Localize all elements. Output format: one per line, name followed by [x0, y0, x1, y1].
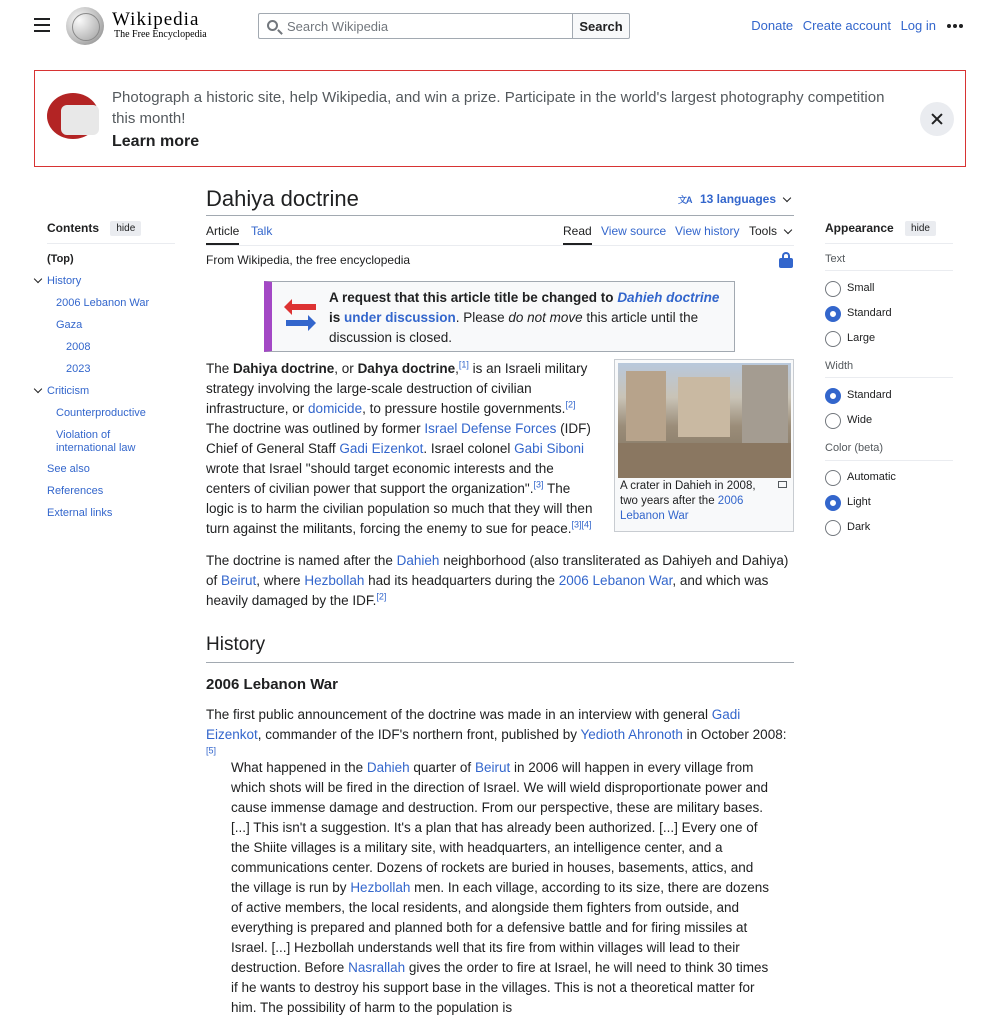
page-title: Dahiya doctrine — [206, 186, 359, 211]
text-small-radio[interactable] — [825, 281, 841, 297]
crater-photo[interactable] — [618, 363, 791, 478]
table-of-contents — [47, 221, 175, 519]
tools-label: Tools — [749, 224, 778, 238]
divider — [825, 270, 953, 271]
divider — [825, 243, 953, 244]
appearance-hide-button[interactable]: hide — [905, 221, 936, 236]
chevron-down-icon[interactable] — [34, 385, 42, 393]
toc-item-2023[interactable]: 2023 — [66, 363, 91, 375]
tab-talk[interactable]: Talk — [251, 224, 273, 238]
toc-item-counterproductive[interactable]: Counterproductive — [56, 407, 146, 419]
figure-caption: A crater in Dahieh in 2008, two years after the 2006 Lebanon War — [620, 480, 756, 522]
tab-read[interactable]: Read — [563, 224, 592, 245]
toc-item-references[interactable]: References — [47, 485, 104, 497]
toc-item-violation-of-international-law[interactable]: Violation of international law — [56, 429, 136, 454]
divider — [206, 215, 794, 216]
color-automatic-radio[interactable] — [825, 470, 841, 486]
paragraph: The doctrine is named after the Dahieh neighborhood (also transliterated as Dahiyeh and Dahiya) of Beirut, where Hezbollah had its headquarters during the 2006 Lebanon War, and which was heavily damaged by the IDF.[2] — [206, 553, 789, 608]
chevron-down-icon — [784, 226, 792, 234]
chevron-down-icon — [783, 194, 791, 202]
tab-article[interactable]: Article — [206, 224, 239, 245]
text-standard-label[interactable]: Standard — [847, 307, 892, 319]
color-light-label[interactable]: Light — [847, 496, 871, 508]
width-wide-radio[interactable] — [825, 413, 841, 429]
toc-item-see-also[interactable]: See also — [47, 463, 90, 475]
move-arrows-icon — [286, 300, 316, 332]
more-options-icon[interactable] — [947, 24, 963, 28]
color-automatic-label[interactable]: Automatic — [847, 471, 896, 483]
search-button[interactable]: Search — [572, 13, 630, 39]
color-dark-label[interactable]: Dark — [847, 521, 871, 533]
width-wide-label[interactable]: Wide — [847, 414, 873, 426]
divider — [206, 245, 794, 246]
search-input[interactable] — [287, 18, 567, 34]
section-heading-2006-lebanon-war: 2006 Lebanon War — [206, 676, 338, 693]
toc-item-2006-lebanon-war[interactable]: 2006 Lebanon War — [56, 297, 150, 309]
toc-item-history[interactable]: History — [47, 275, 82, 287]
toc-item-gaza[interactable]: Gaza — [56, 319, 83, 331]
wikipedia-globe-logo[interactable] — [66, 7, 104, 45]
notice-rest-2: this article until the discussion is closed. — [329, 310, 699, 345]
banner-learn-more-link[interactable]: Learn more — [112, 133, 200, 150]
enlarge-icon[interactable] — [778, 481, 787, 488]
divider — [206, 662, 794, 663]
user-links — [745, 18, 936, 33]
blockquote: What happened in the Dahieh quarter of Beirut in 2006 will happen in every village from which shots will be fired in the direction of Israel. We will wield disproportionate power and cause immense damage and destruction. From our perspective, these are military bases. [...] This isn't a suggestion. It's a plan that has already been authorized. [...] Every one of the Shiite villages is a military site, with headquarters, an intelligence center, and a communications center. Dozens of rockets are buried in houses, basements, attics, and the village is run by Hezbollah men. In each village, according to its size, there are dozens of active members, the local residents, and alongside them fighters from outside, and everything is prepared and planned both for a defensive battle and for firing missiles at Israel. [...] Hezbollah understands well that its fire from within villages will lead to their destruction. Before Nasrallah gives the order to fire at Israel, he will need to think 30 times if he wants to destroy his support base in the villages. This is not a theoretical matter for him. The possibility of harm to the population is — [231, 760, 770, 1015]
site-sub: From Wikipedia, the free encyclopedia — [206, 253, 411, 267]
lock-icon[interactable] — [779, 252, 793, 268]
divider — [825, 377, 953, 378]
color-label: Color (beta) — [825, 442, 884, 454]
main-menu-icon[interactable] — [34, 18, 50, 32]
language-button[interactable] — [678, 192, 790, 207]
create-account-link[interactable]: Create account — [802, 18, 891, 33]
close-icon[interactable] — [920, 102, 954, 136]
donate-link[interactable]: Donate — [751, 18, 794, 33]
search-box — [258, 13, 574, 39]
notice-text — [329, 288, 733, 348]
width-label: Width — [825, 360, 854, 372]
toc-heading: Contents — [47, 221, 99, 235]
wikipedia-tagline: The Free Encyclopedia — [114, 29, 207, 40]
lead-paragraph: The Dahiya doctrine, or Dahya doctrine,[1] is an Israeli military strategy involving the large-scale destruction of civilian infrastructure, or domicide, to pressure hostile governments.[2] The doctrine was outlined by former Israel Defense Forces (IDF) Chief of General Staff Gadi Eizenkot. Israel colonel Gabi Siboni wrote that Israel "should target economic interests and the centers of civilian power that support the organization".[3] The logic is to harm the civilian population so much that they will then turn against the militants, forcing the enemy to sue for peace.[3][4] — [206, 359, 593, 536]
text-small-label[interactable]: Small — [847, 282, 875, 294]
divider — [47, 243, 175, 244]
section-heading-history: History — [206, 634, 266, 655]
notice-title-link[interactable]: Dahieh doctrine — [617, 290, 720, 305]
toc-item-external-links[interactable]: External links — [47, 507, 113, 519]
chevron-down-icon[interactable] — [34, 275, 42, 283]
color-dark-radio[interactable] — [825, 520, 841, 536]
appearance-panel — [825, 221, 953, 236]
text-size-label: Text — [825, 253, 846, 265]
wikipedia-wordmark[interactable]: Wikipedia — [112, 9, 200, 30]
notice-bold: A request that this article title be changed to — [329, 290, 618, 305]
toc-item-top[interactable]: (Top) — [47, 253, 74, 265]
toc-item-criticism[interactable]: Criticism — [47, 385, 90, 397]
width-standard-label[interactable]: Standard — [847, 389, 892, 401]
search-icon — [267, 20, 278, 31]
language-icon — [678, 193, 694, 207]
move-request-notice — [264, 281, 735, 352]
tab-view-source[interactable]: View source — [601, 224, 667, 238]
text-large-radio[interactable] — [825, 331, 841, 347]
banner-text: Photograph a historic site, help Wikipedia, and win a prize. Participate in the world's largest photography competition this month! — [112, 89, 885, 127]
toc-item-2008[interactable]: 2008 — [66, 341, 91, 353]
wiki-loves-monuments-logo — [47, 93, 99, 139]
paragraph: The first public announcement of the doctrine was made in an interview with general Gadi Eizenkot, commander of the IDF's northern front, published by Yedioth Ahronoth in October 2008:[5] — [206, 707, 787, 756]
toc-hide-button[interactable]: hide — [110, 221, 141, 236]
page-tabs — [206, 224, 794, 245]
header — [0, 0, 1000, 52]
divider — [825, 460, 953, 461]
caption-link[interactable]: 2006 Lebanon War — [620, 495, 744, 522]
notice-discussion-link[interactable]: under discussion — [344, 310, 456, 325]
notice-bold-mid: is — [329, 310, 345, 325]
notice-rest-1: . Please — [455, 310, 509, 325]
language-count: 13 languages — [700, 192, 777, 206]
color-light-radio[interactable] — [825, 495, 841, 511]
campaign-banner — [34, 70, 966, 167]
appearance-heading: Appearance — [825, 221, 894, 235]
tab-view-history[interactable]: View history — [675, 224, 740, 238]
text-standard-radio[interactable] — [825, 306, 841, 322]
text-large-label[interactable]: Large — [847, 332, 876, 344]
tools-menu[interactable] — [749, 224, 791, 238]
log-in-link[interactable]: Log in — [900, 18, 936, 33]
thumbnail-figure — [614, 359, 794, 532]
width-standard-radio[interactable] — [825, 388, 841, 404]
notice-italic: do not move — [508, 310, 583, 325]
